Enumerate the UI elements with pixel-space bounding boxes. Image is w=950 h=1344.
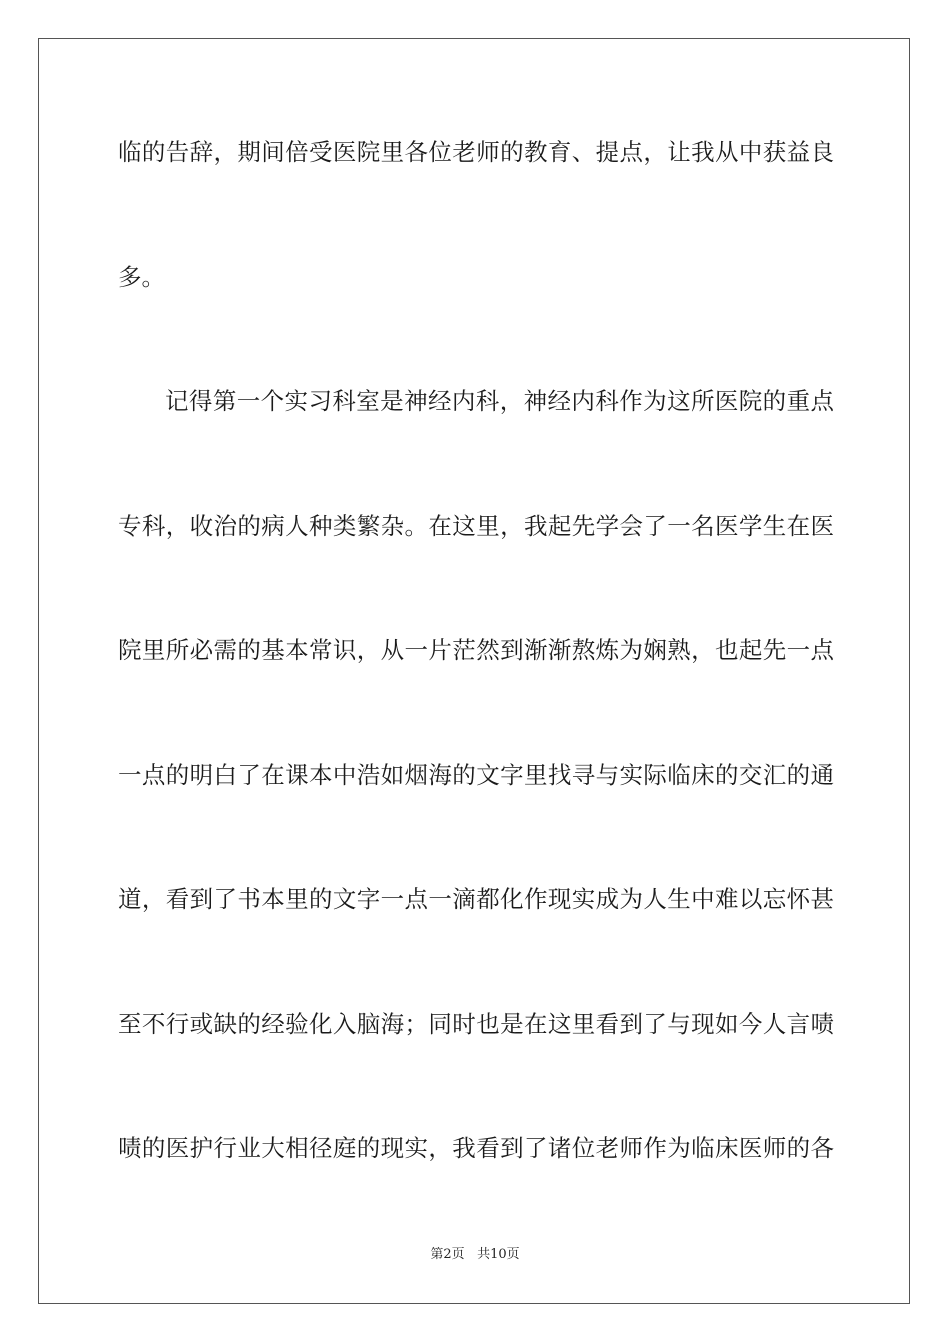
text-line-1: 临的告辞，期间倍受医院里各位老师的教育、提点，让我从中获益良 <box>118 138 834 166</box>
text-line-5: 院里所必需的基本常识，从一片茫然到渐渐熬炼为娴熟，也起先一点 <box>118 636 834 664</box>
page-number: 第2页 <box>430 1247 465 1262</box>
page-border <box>38 38 910 1304</box>
page-total: 共10页 <box>477 1247 520 1262</box>
text-line-6: 一点的明白了在课本中浩如烟海的文字里找寻与实际临床的交汇的通 <box>118 761 834 789</box>
text-line-4: 专科，收治的病人种类繁杂。在这里，我起先学会了一名医学生在医 <box>118 512 834 540</box>
text-line-8: 至不行或缺的经验化入脑海；同时也是在这里看到了与现如今人言啧 <box>118 1010 834 1038</box>
page-footer <box>0 1245 950 1265</box>
text-line-2: 多。 <box>118 263 165 291</box>
text-line-3: 记得第一个实习科室是神经内科，神经内科作为这所医院的重点 <box>165 387 834 415</box>
text-line-7: 道，看到了书本里的文字一点一滴都化作现实成为人生中难以忘怀甚 <box>118 885 834 913</box>
text-line-9: 啧的医护行业大相径庭的现实，我看到了诸位老师作为临床医师的各 <box>118 1134 834 1162</box>
